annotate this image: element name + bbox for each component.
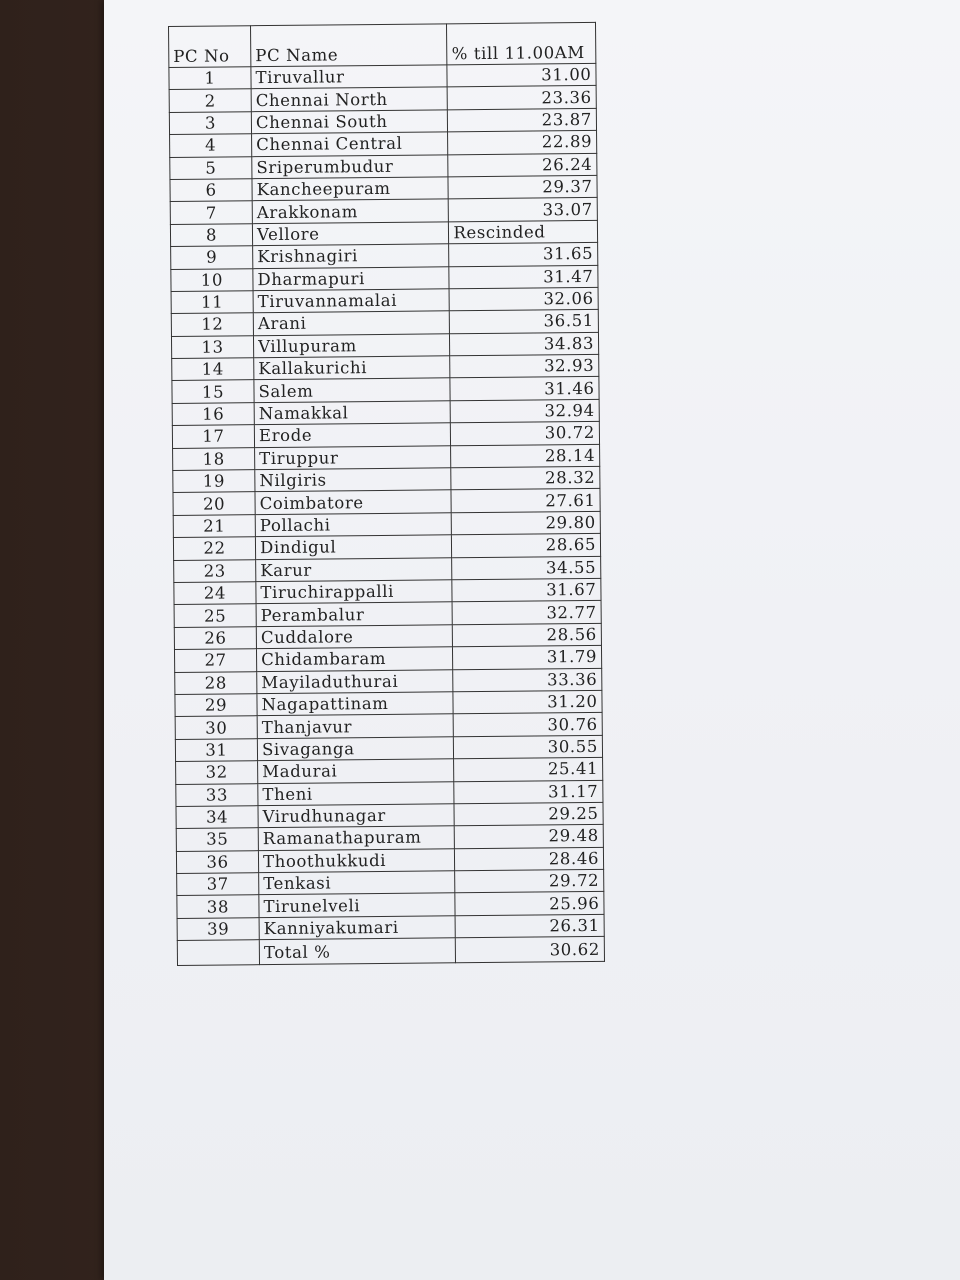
pc-name-cell: Villupuram	[254, 333, 451, 357]
pc-name-cell: Thanjavur	[257, 714, 454, 738]
percent-cell: 31.20	[453, 690, 602, 714]
percent-cell: 28.14	[451, 444, 600, 468]
pc-no-cell: 36	[176, 850, 258, 873]
percent-cell: 22.89	[448, 131, 597, 155]
pc-name-cell: Thoothukkudi	[258, 848, 455, 872]
percent-cell: 31.79	[453, 646, 602, 670]
pc-name-cell: Vellore	[252, 222, 449, 246]
pc-name-cell: Krishnagiri	[253, 244, 450, 268]
total-empty-cell	[177, 940, 259, 966]
turnout-table-wrapper	[168, 22, 605, 966]
pc-no-cell: 2	[169, 89, 251, 112]
percent-cell: 26.24	[448, 153, 597, 177]
percent-cell: 29.37	[448, 175, 597, 199]
pc-no-cell: 22	[173, 537, 255, 560]
pc-name-cell: Arakkonam	[252, 199, 449, 223]
percent-cell: 31.46	[450, 377, 599, 401]
pc-name-cell: Perambalur	[256, 602, 453, 626]
percent-cell: 31.00	[447, 63, 596, 87]
pc-no-cell: 12	[171, 313, 253, 336]
percent-cell: 32.93	[450, 354, 599, 378]
pc-name-cell: Namakkal	[254, 401, 451, 425]
pc-no-cell: 16	[172, 403, 254, 426]
percent-cell: 34.83	[450, 332, 599, 356]
pc-no-cell: 6	[170, 179, 252, 202]
turnout-table	[168, 22, 605, 966]
percent-cell: 33.36	[453, 668, 602, 692]
pc-no-cell: 34	[176, 806, 258, 829]
percent-cell: 28.65	[452, 534, 601, 558]
pc-no-cell: 39	[177, 918, 259, 941]
percent-cell: 29.72	[455, 869, 604, 893]
pc-name-cell: Tenkasi	[259, 871, 456, 895]
pc-name-cell: Salem	[254, 378, 451, 402]
pc-name-cell: Sriperumbudur	[252, 154, 449, 178]
paper-sheet	[104, 0, 960, 1280]
percent-cell: 27.61	[451, 489, 600, 513]
pc-name-cell: Mayiladuthurai	[257, 669, 454, 693]
pc-no-cell: 13	[171, 335, 253, 358]
percent-cell: 23.87	[448, 108, 597, 132]
pc-no-cell: 1	[169, 67, 251, 90]
total-row	[177, 937, 604, 966]
pc-no-cell: 20	[173, 492, 255, 515]
pc-no-cell: 30	[175, 716, 257, 739]
pc-name-cell: Chennai Central	[252, 132, 449, 156]
header-pc-no: PC No	[169, 26, 251, 68]
pc-name-cell: Erode	[254, 423, 451, 447]
pc-no-cell: 4	[170, 134, 252, 157]
pc-name-cell: Virudhunagar	[258, 804, 455, 828]
pc-name-cell: Dharmapuri	[253, 266, 450, 290]
pc-name-cell: Tirunelveli	[259, 893, 456, 917]
pc-no-cell: 19	[173, 470, 255, 493]
total-label: Total %	[259, 938, 456, 965]
percent-cell: 31.17	[454, 780, 603, 804]
pc-no-cell: 3	[169, 111, 251, 134]
pc-name-cell: Arani	[253, 311, 450, 335]
pc-no-cell: 32	[176, 761, 258, 784]
pc-name-cell: Madurai	[258, 759, 455, 783]
pc-no-cell: 31	[175, 738, 257, 761]
percent-cell: 36.51	[450, 310, 599, 334]
percent-cell: 29.25	[454, 802, 603, 826]
pc-name-cell: Coimbatore	[255, 490, 452, 514]
pc-no-cell: 11	[171, 291, 253, 314]
percent-cell: 31.67	[452, 578, 601, 602]
percent-cell: 30.55	[454, 735, 603, 759]
pc-name-cell: Nilgiris	[255, 468, 452, 492]
percent-cell: 32.94	[451, 399, 600, 423]
pc-no-cell: 5	[170, 156, 252, 179]
pc-no-cell: 28	[175, 671, 257, 694]
pc-name-cell: Kallakurichi	[254, 356, 451, 380]
percent-cell: 32.77	[452, 601, 601, 625]
percent-cell: Rescinded	[449, 220, 598, 244]
percent-cell: 32.06	[449, 287, 598, 311]
pc-no-cell: 7	[170, 201, 252, 224]
pc-no-cell: 27	[174, 649, 256, 672]
table-header-row	[169, 22, 596, 67]
percent-cell: 31.65	[449, 243, 598, 267]
pc-no-cell: 33	[176, 783, 258, 806]
pc-no-cell: 24	[174, 582, 256, 605]
pc-name-cell: Chennai South	[251, 110, 448, 134]
pc-name-cell: Pollachi	[255, 513, 452, 537]
pc-name-cell: Tiruppur	[255, 445, 452, 469]
pc-name-cell: Tiruchirappalli	[256, 580, 453, 604]
percent-cell: 29.80	[452, 511, 601, 535]
pc-name-cell: Nagapattinam	[257, 692, 454, 716]
pc-no-cell: 37	[177, 873, 259, 896]
pc-no-cell: 25	[174, 604, 256, 627]
pc-name-cell: Cuddalore	[256, 625, 453, 649]
pc-name-cell: Karur	[256, 557, 453, 581]
pc-name-cell: Tiruvallur	[251, 65, 448, 89]
percent-cell: 28.32	[451, 466, 600, 490]
pc-no-cell: 14	[172, 358, 254, 381]
percent-cell: 31.47	[449, 265, 598, 289]
pc-no-cell: 18	[173, 447, 255, 470]
percent-cell: 33.07	[449, 198, 598, 222]
pc-name-cell: Chennai North	[251, 87, 448, 111]
percent-cell: 30.76	[454, 713, 603, 737]
percent-cell: 26.31	[455, 914, 604, 938]
pc-name-cell: Ramanathapuram	[258, 826, 455, 850]
pc-no-cell: 23	[174, 559, 256, 582]
percent-cell: 30.72	[451, 422, 600, 446]
percent-cell: 29.48	[455, 825, 604, 849]
pc-no-cell: 8	[170, 223, 252, 246]
header-percent: % till 11.00AM	[447, 22, 596, 64]
pc-no-cell: 9	[171, 246, 253, 269]
percent-cell: 25.96	[455, 892, 604, 916]
pc-no-cell: 38	[177, 895, 259, 918]
pc-no-cell: 21	[173, 514, 255, 537]
pc-name-cell: Kancheepuram	[252, 177, 449, 201]
pc-name-cell: Sivaganga	[257, 737, 454, 761]
pc-name-cell: Dindigul	[255, 535, 452, 559]
pc-name-cell: Theni	[258, 781, 455, 805]
percent-cell: 34.55	[452, 556, 601, 580]
pc-no-cell: 35	[176, 828, 258, 851]
pc-no-cell: 29	[175, 694, 257, 717]
percent-cell: 23.36	[448, 86, 597, 110]
percent-cell: 28.56	[453, 623, 602, 647]
header-pc-name: PC Name	[251, 24, 448, 67]
pc-name-cell: Tiruvannamalai	[253, 289, 450, 313]
pc-name-cell: Kanniyakumari	[259, 916, 456, 940]
pc-name-cell: Chidambaram	[257, 647, 454, 671]
pc-no-cell: 26	[174, 626, 256, 649]
percent-cell: 25.41	[454, 757, 603, 781]
pc-no-cell: 17	[172, 425, 254, 448]
pc-no-cell: 15	[172, 380, 254, 403]
pc-no-cell: 10	[171, 268, 253, 291]
percent-cell: 28.46	[455, 847, 604, 871]
total-percent: 30.62	[456, 937, 605, 963]
